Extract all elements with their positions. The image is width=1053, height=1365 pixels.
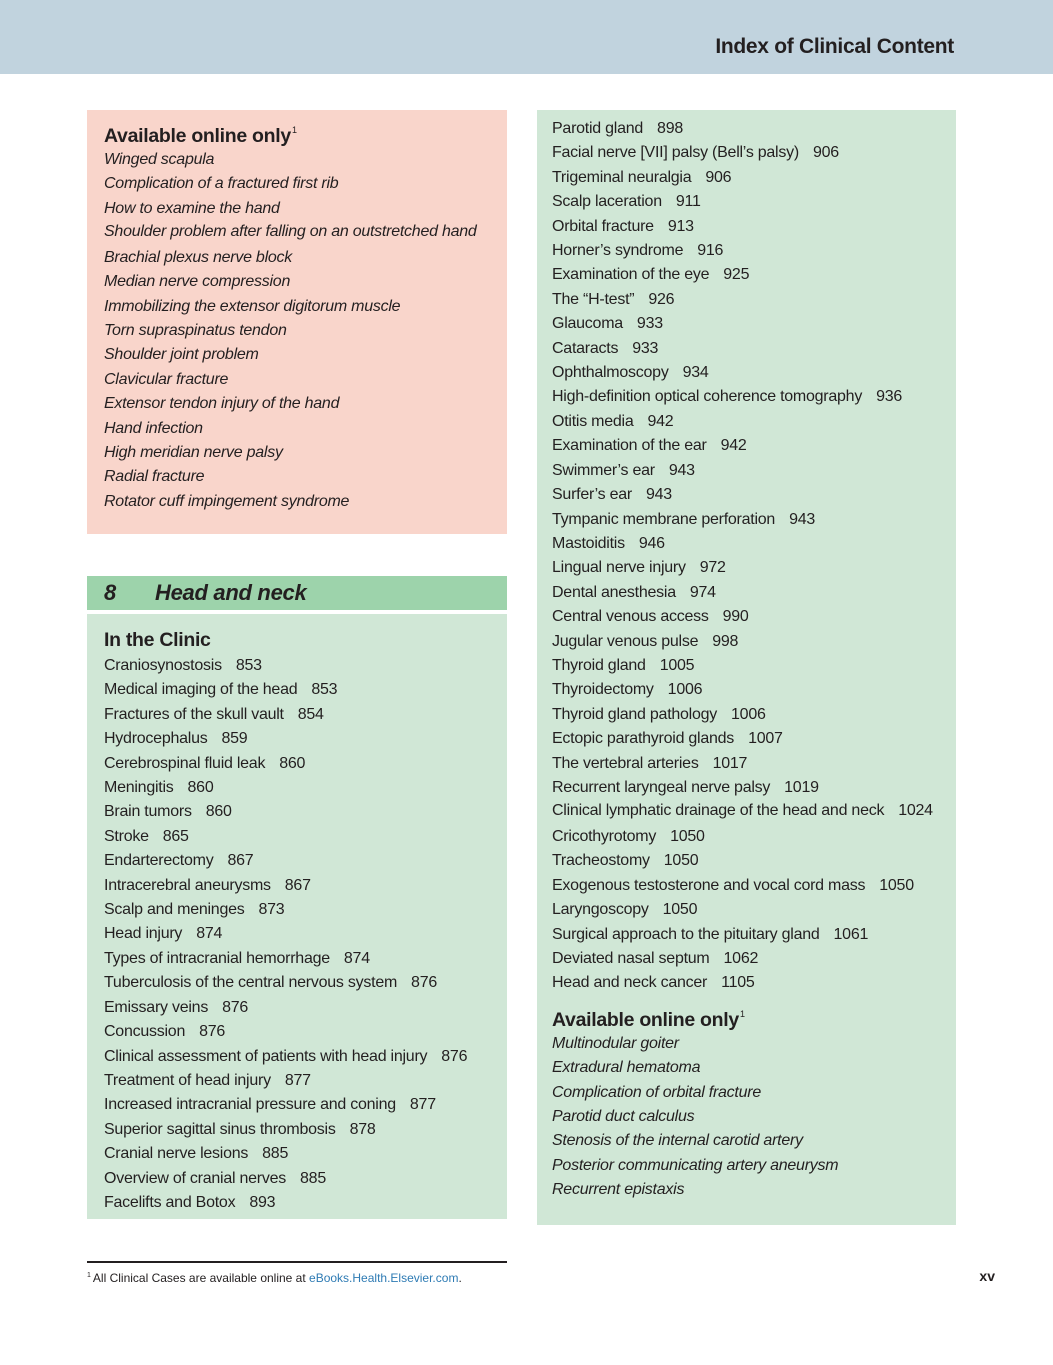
page-ref: 877 [284, 1071, 311, 1089]
item-label: Mastoiditis [552, 534, 625, 552]
item-label: Cricothyrotomy [552, 827, 657, 845]
item-label: Medical imaging of the head [104, 681, 298, 699]
list-item [552, 1178, 944, 1202]
page-ref: 873 [258, 901, 285, 919]
list-item [104, 417, 495, 441]
page-ref: 974 [689, 583, 716, 601]
list-item [104, 874, 495, 898]
page-ref: 865 [162, 827, 189, 845]
item-label: The “H-test” [552, 290, 635, 308]
item-label: Torn supraspinatus tendon [104, 321, 287, 339]
page-ref: 898 [657, 120, 683, 137]
page-ref: 1007 [748, 730, 783, 748]
item-label: Brachial plexus nerve block [104, 248, 293, 266]
online-only-box-upper-limb [87, 110, 507, 534]
list-item [552, 410, 944, 434]
item-label: Meningitis [104, 779, 174, 797]
item-label: Radial fracture [104, 468, 205, 486]
item-label: Lingual nerve injury [552, 559, 686, 577]
list-item [552, 1056, 944, 1080]
item-label: Tuberculosis of the central nervous system [104, 974, 398, 992]
item-label: Deviated nasal septum [552, 949, 710, 967]
item-label: Parotid gland [552, 120, 644, 137]
item-label: Hydrocephalus [104, 730, 208, 748]
item-label: Extradural hematoma [552, 1059, 701, 1077]
list-item [552, 1154, 944, 1178]
page-ref: 1050 [879, 876, 914, 894]
list-item [104, 922, 495, 946]
online-only-list [104, 148, 495, 514]
item-label: Ophthalmoscopy [552, 364, 669, 382]
clinic-list-continued [552, 117, 944, 996]
page-ref: 876 [411, 974, 437, 992]
item-label: Central venous access [552, 608, 709, 626]
list-item [104, 1191, 495, 1215]
list-item [104, 221, 495, 243]
page-ref: 926 [648, 290, 675, 308]
item-label: Fractures of the skull vault [104, 705, 284, 723]
item-label: Laryngoscopy [552, 901, 649, 919]
page-ref: 972 [699, 559, 726, 577]
list-item [552, 312, 944, 336]
online-only-list-head-neck [552, 1032, 944, 1203]
page-ref: 860 [187, 779, 214, 797]
list-item [552, 385, 944, 409]
page-ref: 998 [712, 632, 739, 650]
page-header-title: Index of Clinical Content [715, 35, 954, 58]
page-ref: 1024 [898, 802, 933, 820]
page-ref: 1006 [667, 681, 703, 699]
item-label: Cerebrospinal fluid leak [104, 754, 266, 772]
item-label: Head injury [104, 925, 183, 943]
item-label: Superior sagittal sinus thrombosis [104, 1120, 336, 1138]
list-item [552, 141, 944, 165]
item-label: Swimmer’s ear [552, 461, 655, 479]
list-item [552, 898, 944, 922]
list-item [552, 776, 944, 800]
list-item [104, 1045, 495, 1069]
item-label: Brain tumors [104, 803, 192, 821]
list-item [104, 727, 495, 751]
page-ref: 877 [409, 1096, 436, 1114]
list-item [552, 117, 944, 141]
list-item [104, 148, 495, 172]
page-ref: 942 [720, 437, 747, 455]
page-ref: 906 [705, 168, 732, 186]
page-ref: 860 [205, 803, 232, 821]
in-the-clinic-heading: In the Clinic [104, 629, 211, 651]
item-label: Shoulder problem after falling on an outstretched hand [104, 223, 477, 241]
page-ref: 943 [668, 461, 695, 479]
list-item [104, 971, 495, 995]
item-label: Hand infection [104, 419, 203, 437]
item-label: Orbital fracture [552, 217, 654, 235]
item-label: Cranial nerve lesions [104, 1145, 249, 1163]
list-item [552, 166, 944, 190]
list-item [104, 343, 495, 367]
list-item [104, 703, 495, 727]
page-ref: 853 [235, 657, 262, 674]
page-ref: 943 [646, 486, 672, 504]
page-ref: 859 [221, 730, 248, 748]
page-ref: 936 [876, 388, 903, 406]
page-ref: 1005 [659, 656, 695, 674]
clinic-list [104, 654, 495, 1215]
item-label: Examination of the eye [552, 266, 710, 284]
item-label: Immobilizing the extensor digitorum muscle [104, 297, 401, 315]
item-label: Facelifts and Botox [104, 1193, 236, 1211]
item-label: Increased intracranial pressure and coning [104, 1096, 396, 1114]
list-item [552, 1032, 944, 1056]
item-label: Surfer’s ear [552, 486, 632, 504]
chapter-number: 8 [104, 580, 116, 605]
footnote-marker: 1 [739, 1008, 745, 1019]
list-item [552, 703, 944, 727]
list-item [104, 947, 495, 971]
page-ref: 943 [789, 510, 816, 528]
list-item [104, 1020, 495, 1044]
list-item [552, 483, 944, 507]
page-ref: 885 [300, 1169, 326, 1187]
list-item [104, 849, 495, 873]
item-label: How to examine the hand [104, 199, 280, 217]
list-item [552, 288, 944, 312]
list-item [552, 215, 944, 239]
list-item [104, 996, 495, 1020]
page-ref: 860 [279, 754, 306, 772]
list-item [552, 971, 944, 995]
list-item [104, 1093, 495, 1117]
list-item [104, 441, 495, 465]
page-ref: 1062 [723, 949, 759, 967]
item-label: Glaucoma [552, 315, 623, 333]
list-item [552, 263, 944, 287]
item-label: Types of intracranial hemorrhage [104, 949, 330, 967]
list-item [552, 239, 944, 263]
list-item [552, 947, 944, 971]
item-label: Exogenous testosterone and vocal cord mass [552, 876, 866, 894]
page-ref: 1050 [662, 901, 698, 919]
list-item [104, 1069, 495, 1093]
list-item [104, 898, 495, 922]
page-ref: 876 [199, 1023, 226, 1041]
item-label: Extensor tendon injury of the hand [104, 395, 340, 413]
page-ref: 1017 [712, 754, 748, 772]
page-ref: 854 [297, 705, 324, 723]
list-item [552, 1105, 944, 1129]
item-label: Rotator cuff impingement syndrome [104, 492, 350, 510]
item-label: Clinical assessment of patients with head injury [104, 1047, 428, 1065]
item-label: Median nerve compression [104, 273, 291, 291]
list-item [104, 392, 495, 416]
item-label: Tympanic membrane perforation [552, 510, 776, 528]
item-label: Facial nerve [VII] palsy (Bell’s palsy) [552, 144, 799, 162]
list-item [552, 678, 944, 702]
item-label: Tracheostomy [552, 852, 650, 870]
list-item [104, 678, 495, 702]
item-label: Clinical lymphatic drainage of the head and neck [552, 802, 885, 820]
item-label: Ectopic parathyroid glands [552, 730, 735, 748]
list-item [104, 368, 495, 392]
item-label: Trigeminal neuralgia [552, 168, 692, 186]
page-ref: 1050 [670, 827, 705, 845]
page-ref: 913 [667, 217, 694, 235]
page-ref: 942 [647, 412, 674, 430]
item-label: Craniosynostosis [104, 657, 222, 674]
online-only-heading-head-neck: Available online only$^1$ [552, 1008, 745, 1031]
footnote-marker: 1 [291, 125, 297, 135]
item-label: Surgical approach to the pituitary gland [552, 925, 820, 943]
list-item [552, 532, 944, 556]
page-ref: 874 [196, 925, 223, 943]
list-item [104, 197, 495, 221]
list-item [552, 1129, 944, 1153]
list-item [552, 361, 944, 385]
list-item [552, 434, 944, 458]
page-ref: 867 [227, 852, 254, 870]
item-label: Head and neck cancer [552, 974, 708, 992]
page-ref: 1061 [833, 925, 869, 943]
item-label: Thyroid gland [552, 656, 646, 674]
item-label: Clavicular fracture [104, 370, 229, 388]
list-item [104, 825, 495, 849]
item-label: Recurrent laryngeal nerve palsy [552, 778, 771, 796]
item-label: Overview of cranial nerves [104, 1169, 287, 1187]
in-the-clinic-box [87, 614, 507, 1219]
clinic-continued-box [537, 110, 956, 1225]
item-label: Dental anesthesia [552, 583, 676, 601]
item-label: Stenosis of the internal carotid artery [552, 1132, 803, 1150]
page-ref: 925 [723, 266, 750, 284]
list-item [552, 654, 944, 678]
page-ref: 911 [675, 193, 701, 211]
item-label: Concussion [104, 1023, 186, 1041]
online-only-heading: Available online only$^1$ [104, 125, 297, 147]
item-label: Scalp and meninges [104, 901, 245, 919]
list-item [104, 465, 495, 489]
page-ref: 1105 [721, 974, 755, 992]
page-ref: 878 [349, 1120, 376, 1138]
item-label: Complication of a fractured first rib [104, 175, 339, 193]
item-label: Winged scapula [104, 151, 215, 168]
item-label: High-definition optical coherence tomography [552, 388, 863, 406]
list-item [552, 630, 944, 654]
list-item [104, 752, 495, 776]
footnote-marker: 1 [87, 1272, 91, 1279]
page-ref: 893 [249, 1193, 276, 1211]
page-ref: 1050 [663, 852, 699, 870]
list-item [552, 508, 944, 532]
list-item [552, 556, 944, 580]
item-label: Stroke [104, 827, 149, 845]
item-label: Shoulder joint problem [104, 346, 259, 364]
item-label: Complication of orbital fracture [552, 1083, 761, 1101]
page-ref: 853 [311, 681, 338, 699]
footnote: $^1$ All Clinical Cases are available online at eBooks.Health.Elsevier.com. [87, 1271, 462, 1285]
page-ref: 990 [722, 608, 749, 626]
item-label: Thyroidectomy [552, 681, 654, 699]
page-ref: 885 [262, 1145, 289, 1163]
page-ref: 933 [636, 315, 663, 333]
chapter-heading [87, 576, 507, 610]
item-label: Otitis media [552, 412, 634, 430]
list-item [104, 270, 495, 294]
item-label: Treatment of head injury [104, 1071, 271, 1089]
item-label: Multinodular goiter [552, 1034, 679, 1052]
item-label: Recurrent epistaxis [552, 1181, 685, 1199]
list-item [104, 319, 495, 343]
page-ref: 876 [222, 998, 249, 1016]
list-item [104, 800, 495, 824]
item-label: Emissary veins [104, 998, 209, 1016]
item-label: Posterior communicating artery aneurysm [552, 1156, 839, 1174]
item-label: High meridian nerve palsy [104, 443, 283, 461]
list-item [552, 874, 944, 898]
list-item [552, 752, 944, 776]
item-label: Thyroid gland pathology [552, 705, 718, 723]
list-item [104, 1142, 495, 1166]
item-label: Examination of the ear [552, 437, 707, 455]
item-label: The vertebral arteries [552, 754, 699, 772]
page-ref: 867 [284, 876, 311, 894]
list-item [104, 490, 495, 514]
page-ref: 906 [812, 144, 839, 162]
list-item [104, 1118, 495, 1142]
page-ref: 916 [697, 242, 724, 260]
list-item [552, 581, 944, 605]
page-ref: 1019 [784, 778, 819, 796]
list-item [552, 825, 944, 849]
list-item [552, 459, 944, 483]
list-item [552, 849, 944, 873]
item-label: Endarterectomy [104, 852, 214, 870]
list-item [552, 337, 944, 361]
chapter-title: Head and neck [155, 580, 307, 605]
item-label: Scalp laceration [552, 193, 662, 211]
list-item [552, 923, 944, 947]
list-item [104, 654, 495, 678]
list-item [552, 190, 944, 214]
page-ref: 1006 [731, 705, 766, 723]
item-label: Horner’s syndrome [552, 242, 684, 260]
page-ref: 946 [638, 534, 665, 552]
list-item [552, 800, 944, 822]
list-item [104, 776, 495, 800]
page-number: xv [979, 1268, 995, 1284]
item-label: Parotid duct calculus [552, 1107, 695, 1125]
list-item [552, 1081, 944, 1105]
ebooks-link[interactable]: eBooks.Health.Elsevier.com [309, 1271, 459, 1285]
page-ref: 876 [441, 1047, 468, 1065]
page-ref: 874 [343, 949, 370, 967]
list-item [552, 727, 944, 751]
list-item [104, 172, 495, 196]
list-item [104, 1167, 495, 1191]
list-item [104, 295, 495, 319]
item-label: Jugular venous pulse [552, 632, 699, 650]
item-label: Cataracts [552, 339, 619, 357]
item-label: Intracerebral aneurysms [104, 876, 271, 894]
list-item [552, 605, 944, 629]
page-ref: 933 [632, 339, 659, 357]
page-ref: 934 [682, 364, 709, 382]
list-item [104, 246, 495, 270]
footnote-rule [87, 1261, 507, 1263]
